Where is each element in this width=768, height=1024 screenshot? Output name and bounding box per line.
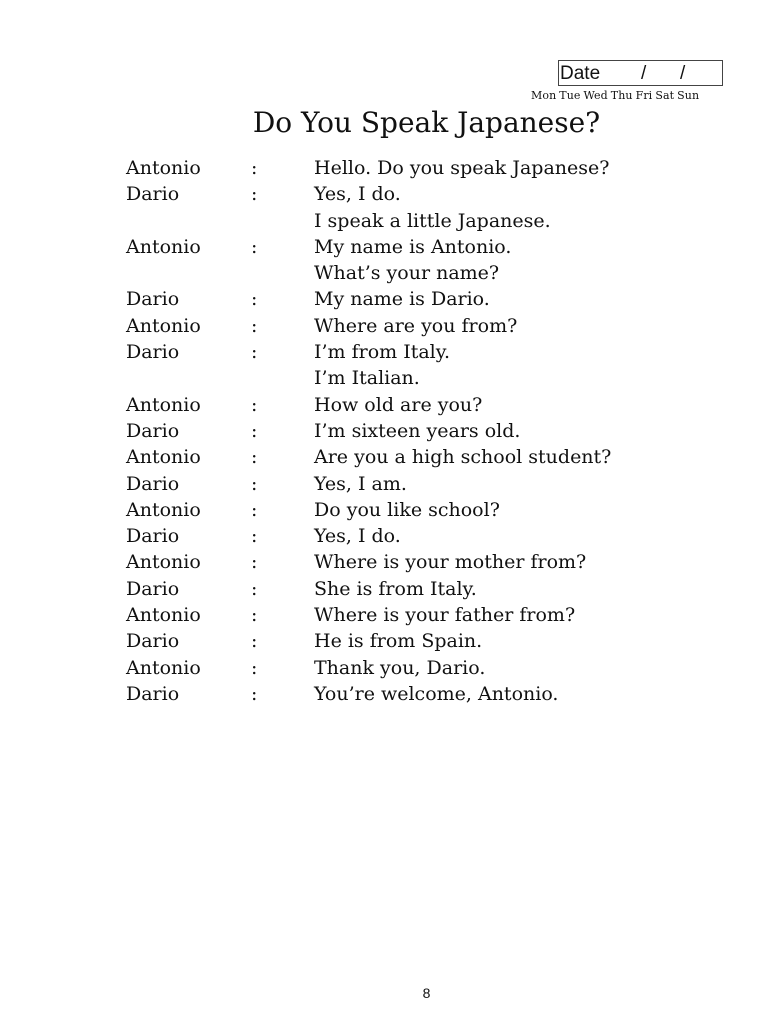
speaker-separator: : (251, 656, 258, 679)
speaker-name: Antonio (126, 235, 201, 258)
speaker-name: Dario (126, 630, 180, 653)
speaker-separator: : (251, 393, 258, 416)
speaker-separator: : (251, 551, 258, 574)
speaker-name: Antonio (126, 314, 201, 337)
weekday-sat: Sat (655, 89, 675, 102)
weekday-thu: Thu (610, 89, 633, 102)
dialogue-text: You’re welcome, Antonio. (314, 682, 559, 705)
dialogue-text: Thank you, Dario. (314, 656, 486, 679)
speaker-name: Dario (126, 183, 180, 206)
speaker-separator: : (251, 682, 258, 705)
weekday-wed: Wed (583, 89, 608, 102)
dialogue-text: How old are you? (314, 393, 483, 416)
date-slash-month: / (641, 63, 647, 84)
dialogue-text: I speak a little Japanese. (314, 209, 551, 232)
speaker-separator: : (251, 604, 258, 627)
speaker-separator: : (251, 525, 258, 548)
dialogue-text: Yes, I do. (314, 525, 401, 548)
dialogue-text: Yes, I do. (314, 183, 401, 206)
weekday-tue: Tue (559, 89, 581, 102)
weekday-row (531, 89, 702, 102)
dialogue-text: Yes, I am. (314, 472, 407, 495)
speaker-separator: : (251, 183, 258, 206)
speaker-name: Dario (126, 682, 180, 705)
date-label: Date (560, 63, 601, 84)
dialogue-text: She is from Italy. (314, 577, 477, 600)
speaker-name: Dario (126, 525, 180, 548)
speaker-separator: : (251, 472, 258, 495)
speaker-separator: : (251, 288, 258, 311)
speaker-name: Dario (126, 472, 180, 495)
dialogue-text: Where is your father from? (314, 604, 576, 627)
page-number: 8 (422, 985, 431, 1001)
speaker-separator: : (251, 235, 258, 258)
speaker-name: Antonio (126, 393, 201, 416)
page-title: Do You Speak Japanese? (252, 106, 601, 139)
date-slash-day: / (680, 63, 686, 84)
dialogue-text: I’m sixteen years old. (314, 419, 521, 442)
speaker-name: Antonio (126, 157, 201, 179)
speaker-name: Antonio (126, 498, 201, 521)
dialogue-text: Are you a high school student? (314, 446, 612, 469)
speaker-separator: : (251, 419, 258, 442)
weekday-fri: Fri (635, 89, 653, 102)
weekday-mon: Mon (531, 89, 557, 102)
dialogue-text: I’m Italian. (314, 367, 420, 390)
speaker-name: Antonio (126, 656, 201, 679)
speaker-separator: : (251, 577, 258, 600)
speaker-separator: : (251, 630, 258, 653)
speaker-separator: : (251, 341, 258, 364)
dialogue-text: Do you like school? (314, 498, 500, 521)
speaker-separator: : (251, 314, 258, 337)
speaker-name: Dario (126, 419, 180, 442)
speaker-separator: : (251, 498, 258, 521)
date-box (558, 60, 723, 86)
speaker-name: Antonio (126, 604, 201, 627)
dialogue-text: My name is Antonio. (314, 235, 512, 258)
dialogue-text: Hello. Do you speak Japanese? (314, 157, 610, 179)
speaker-separator: : (251, 157, 258, 179)
speaker-name: Dario (126, 288, 180, 311)
dialogue-text: What’s your name? (314, 262, 500, 285)
weekday-sun: Sun (677, 89, 700, 102)
dialogue-text: I’m from Italy. (314, 341, 451, 364)
speaker-name: Dario (126, 341, 180, 364)
dialogue-text: He is from Spain. (314, 630, 483, 653)
speaker-name: Dario (126, 577, 180, 600)
speaker-name: Antonio (126, 446, 201, 469)
dialogue-text: My name is Dario. (314, 288, 490, 311)
dialogue-text: Where is your mother from? (314, 551, 587, 574)
speaker-name: Antonio (126, 551, 201, 574)
dialogue-text: Where are you from? (314, 314, 518, 337)
speaker-separator: : (251, 446, 258, 469)
